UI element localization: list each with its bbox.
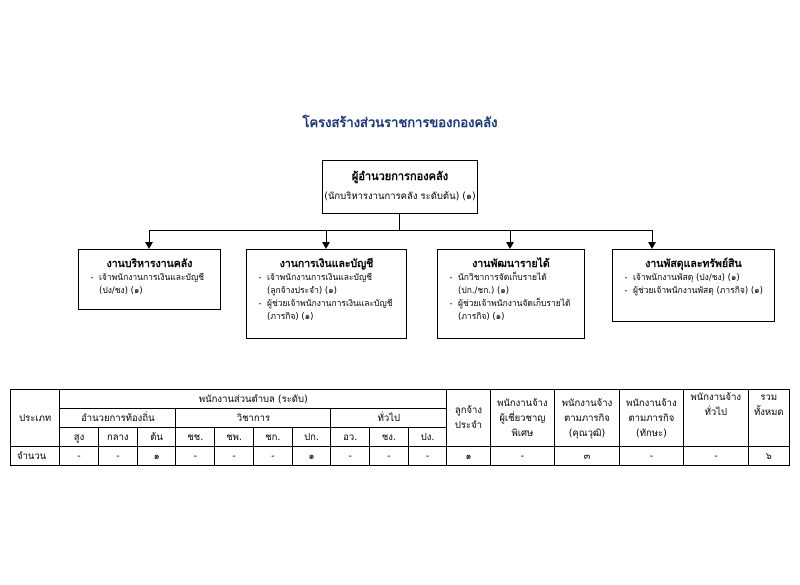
type-header: ประเภท <box>11 390 60 447</box>
unit-box-finance-accounting <box>246 249 407 339</box>
group-header: ทั่วไป <box>331 409 447 428</box>
count-cell: - <box>98 447 137 466</box>
list-item: - ผู้ช่วยเจ้าพนักงานพัสดุ (ภารกิจ) (๑) <box>624 286 763 296</box>
level-header: อว. <box>331 428 370 447</box>
item-text: (ลูกจ้างประจำ) (๑) <box>267 286 337 296</box>
count-cell: - <box>215 447 254 466</box>
group-header: อำนวยการท้องถิ่น <box>60 409 176 428</box>
level-header: ชช. <box>176 428 215 447</box>
level-header: ปก. <box>292 428 331 447</box>
count-cell: - <box>370 447 409 466</box>
item-text: (ปก./ชก.) (๑) <box>458 286 510 296</box>
unit-title: งานการเงินและบัญชี <box>279 258 374 270</box>
count-label: จำนวน <box>11 447 60 466</box>
item-text: เจ้าพนักงานการเงินและบัญชี <box>267 273 372 283</box>
arrow-icon <box>145 242 153 249</box>
list-item: - ผู้ช่วยเจ้าพนักงานจัดเก็บรายได้ (ภารกิจ) (๑) <box>449 299 571 322</box>
item-text: (ปง/ชง) (๑) <box>99 286 143 296</box>
count-cell: - <box>253 447 292 466</box>
connector-unit-1 <box>149 230 150 242</box>
count-cell: - <box>331 447 370 466</box>
connector-unit-4 <box>652 230 653 242</box>
director-title: ผู้อำนวยการกองคลัง <box>351 170 449 183</box>
count-cell: ๑ <box>447 447 490 466</box>
item-text: (ภารกิจ) (๑) <box>458 312 505 322</box>
connector-horizontal <box>149 230 652 231</box>
count-cell: - <box>176 447 215 466</box>
staff-header: พนักงานส่วนตำบล (ระดับ) <box>60 390 447 409</box>
header-cell: พนักงานจ้าง ทั่วไป <box>684 390 748 447</box>
director-subtitle: (นักบริหารงานการคลัง ระดับต้น) (๑) <box>324 191 476 202</box>
group-header: วิชาการ <box>176 409 331 428</box>
count-cell: - <box>490 447 555 466</box>
item-text: ผู้ช่วยเจ้าพนักงานพัสดุ (ภารกิจ) (๑) <box>633 286 763 296</box>
item-text: ผู้ช่วยเจ้าพนักงานการเงินและบัญชี <box>267 299 393 309</box>
count-cell: ๑ <box>292 447 331 466</box>
header-cell: ลูกจ้าง ประจำ <box>447 390 490 447</box>
count-cell: ๓ <box>555 447 619 466</box>
connector-vertical-main <box>399 214 400 230</box>
level-header: ชง. <box>370 428 409 447</box>
count-cell: - <box>619 447 683 466</box>
list-item: - เจ้าพนักงานการเงินและบัญชี (ลูกจ้างประจำ) (๑) <box>258 273 372 296</box>
header-cell: รวม ทั้งหมด <box>748 390 789 447</box>
count-cell: - <box>408 447 447 466</box>
connector-unit-2 <box>326 230 327 242</box>
unit-box-finance-admin <box>78 249 221 310</box>
staffing-table <box>10 389 790 466</box>
level-header: ต้น <box>137 428 176 447</box>
header-cell: พนักงานจ้าง ผู้เชี่ยวชาญ พิเศษ <box>490 390 555 447</box>
header-cell: พนักงานจ้าง ตามภารกิจ (คุณวุฒิ) <box>555 390 619 447</box>
level-header: สูง <box>60 428 98 447</box>
arrow-icon <box>506 242 514 249</box>
count-cell: - <box>60 447 98 466</box>
list-item: - ผู้ช่วยเจ้าพนักงานการเงินและบัญชี (ภารกิจ) (๑) <box>258 299 393 322</box>
unit-title: งานพัสดุและทรัพย์สิน <box>645 258 742 270</box>
count-cell: ๑ <box>137 447 176 466</box>
count-cell: - <box>684 447 748 466</box>
level-header: กลาง <box>98 428 137 447</box>
item-text: ผู้ช่วยเจ้าพนักงานจัดเก็บรายได้ <box>458 299 571 309</box>
unit-box-supplies <box>612 249 775 322</box>
header-cell: พนักงานจ้าง ตามภารกิจ (ทักษะ) <box>619 390 683 447</box>
item-text: (ภารกิจ) (๑) <box>267 312 314 322</box>
unit-box-revenue <box>437 249 585 339</box>
item-text: เจ้าพนักงานการเงินและบัญชี <box>99 273 204 283</box>
item-text: นักวิชาการจัดเก็บรายได้ <box>458 273 547 283</box>
count-cell: ๖ <box>748 447 789 466</box>
unit-title: งานพัฒนารายได้ <box>472 258 550 270</box>
level-header: ชก. <box>253 428 292 447</box>
list-item: - เจ้าพนักงานพัสดุ (ปง/ชง) (๑) <box>624 273 740 283</box>
level-header: ปง. <box>408 428 447 447</box>
arrow-icon <box>322 242 330 249</box>
level-header: ชพ. <box>215 428 254 447</box>
list-item: - นักวิชาการจัดเก็บรายได้ (ปก./ชก.) (๑) <box>449 273 547 296</box>
table-row <box>11 447 790 466</box>
connector-unit-3 <box>510 230 511 242</box>
arrow-icon <box>648 242 656 249</box>
director-box <box>322 160 478 214</box>
unit-title: งานบริหารงานคลัง <box>106 258 193 270</box>
item-text: เจ้าพนักงานพัสดุ (ปง/ชง) (๑) <box>633 273 740 283</box>
page-title: โครงสร้างส่วนราชการของกองคลัง <box>302 116 498 131</box>
list-item: - เจ้าพนักงานการเงินและบัญชี (ปง/ชง) (๑) <box>90 273 204 296</box>
